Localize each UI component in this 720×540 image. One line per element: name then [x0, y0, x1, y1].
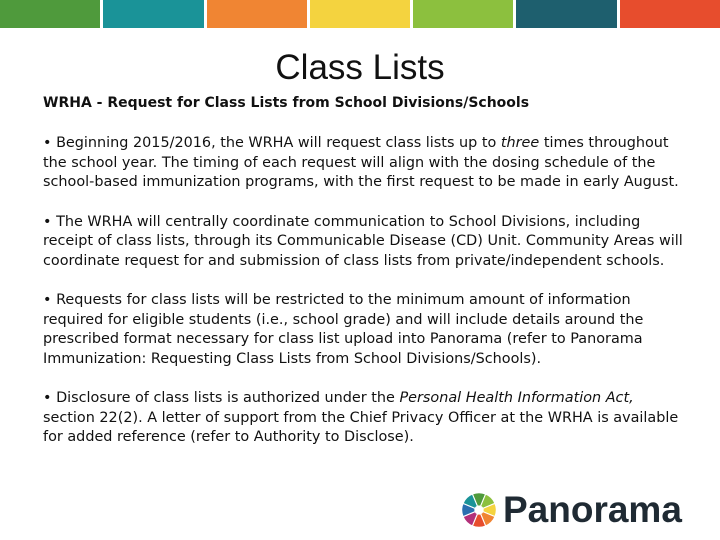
color-bar-segment [207, 0, 307, 28]
top-color-bar [0, 0, 720, 28]
logo-text: Panorama [503, 489, 682, 530]
bullet-1-text-end: times throughout the school year. The timing of each request will align with the dosing schedule of the school-based immunization programs, with the first request to be made in early August. [43, 135, 679, 190]
bullet-4-text: • Disclosure of class lists is authorized under the [43, 390, 400, 406]
slide-title-text: Class Lists [275, 48, 445, 87]
color-bar-segment [0, 0, 100, 28]
slide-subtitle: WRHA - Request for Class Lists from School Divisions/Schools [43, 95, 530, 111]
flower-center-icon [474, 505, 483, 514]
panorama-logo [461, 487, 682, 533]
slide-title [0, 48, 720, 88]
color-bar-segment [310, 0, 410, 28]
panorama-flower-icon [461, 492, 497, 528]
bullet-paragraph-1 [43, 134, 683, 193]
bullet-list [43, 134, 683, 468]
bullet-paragraph-2 [43, 213, 683, 272]
bullet-4-emphasis: Personal Health Information Act, [399, 390, 634, 406]
bullet-1-emphasis: three [500, 135, 540, 151]
bullet-paragraph-3 [43, 291, 683, 369]
bullet-4-text-end: section 22(2). A letter of support from the Chief Privacy Officer at the WRHA is available for added reference (refer to Authority to Disclose). [43, 409, 679, 445]
color-bar-segment [413, 0, 513, 28]
bullet-1-text: • Beginning 2015/2016, the WRHA will request class lists up to [43, 135, 501, 151]
color-bar-segment [103, 0, 203, 28]
bullet-2-text: • The WRHA will centrally coordinate communication to School Divisions, including receipt of class lists, through its Communicable Disease (CD) Unit. Community Areas will coordinate request for and submission of class lists from private/independent schools. [43, 213, 683, 269]
color-bar-segment [620, 0, 720, 28]
bullet-paragraph-4 [43, 389, 683, 448]
bullet-3-text: • Requests for class lists will be restricted to the minimum amount of information required for eligible students (i.e., school grade) and will include details around the prescribed format necessary for class list upload into Panorama (refer to Panorama Immunization: Requesting Class Lists from School Divisions/Schools). [43, 292, 644, 367]
color-bar-segment [516, 0, 616, 28]
